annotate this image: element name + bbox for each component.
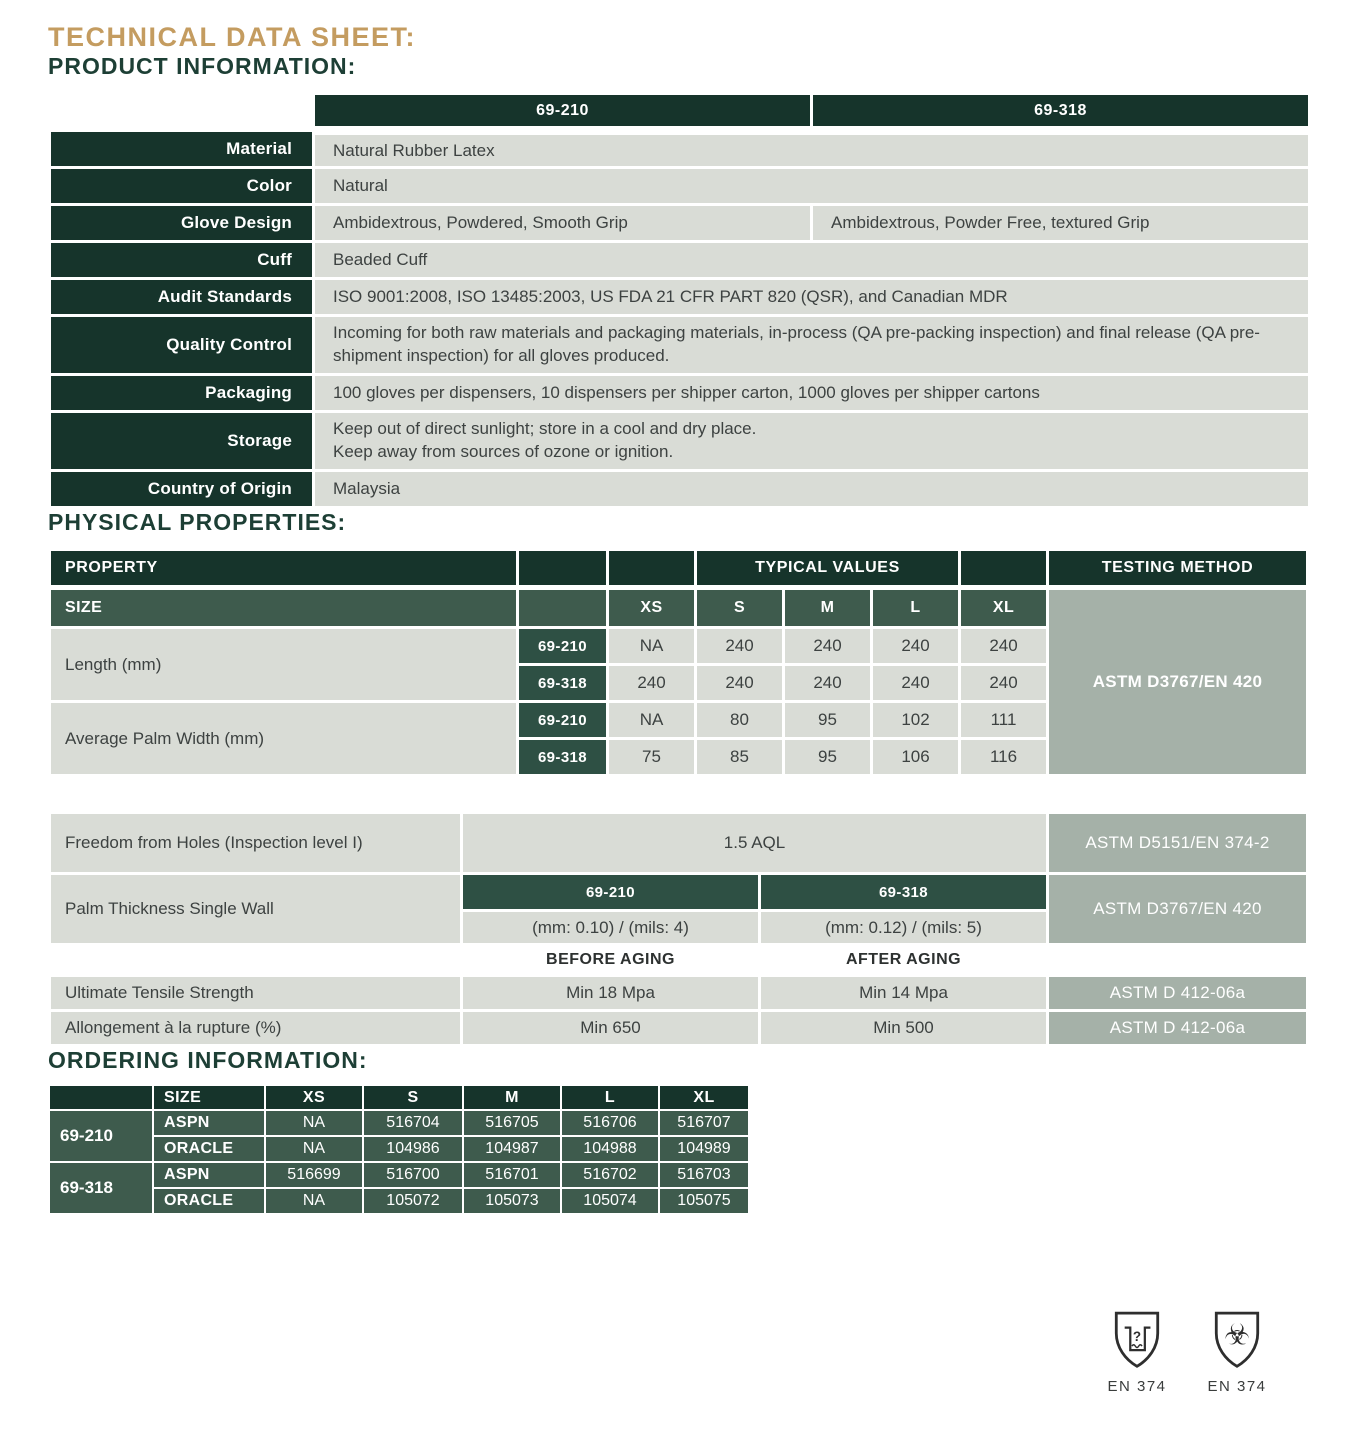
- length-318-m: 240: [784, 665, 872, 702]
- spacer-cell: [50, 945, 462, 976]
- table-row: [50, 375, 1310, 412]
- size-col-xl: XL: [960, 588, 1048, 628]
- ordering-group-69-318: 69-318: [49, 1162, 153, 1214]
- palm-thickness-value-69-210: (mm: 0.10) / (mils: 4): [462, 911, 760, 945]
- sku-cell: 516705: [463, 1110, 561, 1136]
- testing-method-astm-d412-2: ASTM D 412-06a: [1048, 1011, 1308, 1046]
- sku-cell: 516703: [659, 1162, 749, 1188]
- page-title: TECHNICAL DATA SHEET:: [48, 22, 416, 52]
- quality-control-label: Quality Control: [50, 316, 314, 375]
- country-of-origin-label: Country of Origin: [50, 471, 314, 508]
- palm-thickness-code-69-210: 69-210: [462, 874, 760, 911]
- palm-thickness-header-row: [50, 874, 1308, 911]
- sku-cell: NA: [265, 1136, 363, 1162]
- system-label-oracle: ORACLE: [153, 1188, 265, 1214]
- palm-210-xs: NA: [608, 702, 696, 739]
- cuff-value: Beaded Cuff: [314, 242, 1310, 279]
- length-210-xs: NA: [608, 628, 696, 665]
- size-col-l: L: [872, 588, 960, 628]
- ordering-col-l: L: [561, 1085, 659, 1110]
- storage-label: Storage: [50, 412, 314, 471]
- system-label-aspn: ASPN: [153, 1110, 265, 1136]
- ordering-69-318-oracle-row: [49, 1188, 749, 1214]
- testing-method-astm-d412-1: ASTM D 412-06a: [1048, 976, 1308, 1011]
- certification-chemical: [1108, 1308, 1166, 1395]
- ordering-header-row: [49, 1085, 749, 1110]
- tensile-before: Min 18 Mpa: [462, 976, 760, 1011]
- palm-thickness-property: Palm Thickness Single Wall: [50, 874, 462, 945]
- packaging-label: Packaging: [50, 375, 314, 412]
- certification-biohazard: [1208, 1308, 1266, 1395]
- length-property: Length (mm): [50, 628, 518, 702]
- spacer-cell: [960, 550, 1048, 588]
- length-210-m: 240: [784, 628, 872, 665]
- color-label: Color: [50, 168, 314, 205]
- color-value: Natural: [314, 168, 1310, 205]
- palm-210-s: 80: [696, 702, 784, 739]
- sku-cell: 105073: [463, 1188, 561, 1214]
- glove-design-value-69-210: Ambidextrous, Powdered, Smooth Grip: [314, 205, 812, 242]
- glove-design-value-69-318: Ambidextrous, Powder Free, textured Grip: [812, 205, 1310, 242]
- size-col-s: S: [696, 588, 784, 628]
- ordering-col-xs: XS: [265, 1085, 363, 1110]
- length-210-xl: 240: [960, 628, 1048, 665]
- material-label: Material: [50, 131, 314, 168]
- length-318-xl: 240: [960, 665, 1048, 702]
- sku-cell: 104989: [659, 1136, 749, 1162]
- system-label-oracle: ORACLE: [153, 1136, 265, 1162]
- table-row: [50, 205, 1310, 242]
- size-col-xs: XS: [608, 588, 696, 628]
- length-318-s: 240: [696, 665, 784, 702]
- storage-line-2: Keep away from sources of ozone or ignition.: [333, 442, 674, 461]
- length-210-l: 240: [872, 628, 960, 665]
- certification-icons: [1108, 1308, 1266, 1395]
- ordering-col-xl: XL: [659, 1085, 749, 1110]
- product-information-heading: PRODUCT INFORMATION:: [48, 53, 357, 79]
- physical-properties-heading: PHYSICAL PROPERTIES:: [48, 509, 347, 535]
- physical-properties-tests-table: [48, 811, 1309, 1047]
- storage-line-1: Keep out of direct sunlight; store in a cool and dry place.: [333, 419, 757, 439]
- length-code-69-318: 69-318: [518, 665, 608, 702]
- table-row: [50, 316, 1310, 375]
- sku-cell: 105074: [561, 1188, 659, 1214]
- property-header: PROPERTY: [50, 550, 518, 588]
- sku-cell: 516704: [363, 1110, 463, 1136]
- sku-cell: 104987: [463, 1136, 561, 1162]
- sku-cell: 105075: [659, 1188, 749, 1214]
- audit-standards-label: Audit Standards: [50, 279, 314, 316]
- sku-cell: 104988: [561, 1136, 659, 1162]
- spacer-cell: [608, 550, 696, 588]
- ordering-69-210-oracle-row: [49, 1136, 749, 1162]
- spacer-cell: [518, 588, 608, 628]
- country-of-origin-value: Malaysia: [314, 471, 1310, 508]
- sku-cell: 516700: [363, 1162, 463, 1188]
- palm-318-xs: 75: [608, 739, 696, 776]
- holes-value: 1.5 AQL: [462, 813, 1048, 874]
- ordering-information-heading: ORDERING INFORMATION:: [48, 1047, 368, 1073]
- tensile-after: Min 14 Mpa: [760, 976, 1048, 1011]
- table-row: [50, 471, 1310, 508]
- sku-cell: 516701: [463, 1162, 561, 1188]
- palm-thickness-value-69-318: (mm: 0.12) / (mils: 5): [760, 911, 1048, 945]
- sku-cell: NA: [265, 1110, 363, 1136]
- tensile-strength-row: [50, 976, 1308, 1011]
- ordering-size-header: SIZE: [153, 1085, 265, 1110]
- palm-318-xl: 116: [960, 739, 1048, 776]
- ordering-group-69-210: 69-210: [49, 1110, 153, 1162]
- biohazard-shield-icon: [1209, 1308, 1265, 1372]
- product-info-table: [48, 92, 1311, 509]
- length-318-l: 240: [872, 665, 960, 702]
- ordering-69-318-aspn-row: [49, 1162, 749, 1188]
- palm-210-m: 95: [784, 702, 872, 739]
- table-row: [50, 279, 1310, 316]
- ordering-col-m: M: [463, 1085, 561, 1110]
- elongation-after: Min 500: [760, 1011, 1048, 1046]
- holes-property: Freedom from Holes (Inspection level I): [50, 813, 462, 874]
- spacer-cell: [518, 550, 608, 588]
- svg-text:☣: ☣: [1223, 1317, 1251, 1352]
- physical-header-row: [50, 550, 1308, 588]
- spacer-cell: [49, 1085, 153, 1110]
- testing-method-header: TESTING METHOD: [1048, 550, 1308, 588]
- elongation-before: Min 650: [462, 1011, 760, 1046]
- before-aging-header: BEFORE AGING: [462, 945, 760, 976]
- ordering-69-210-aspn-row: [49, 1110, 749, 1136]
- certification-label: EN 374: [1207, 1378, 1267, 1395]
- palm-318-l: 106: [872, 739, 960, 776]
- aging-header-row: [50, 945, 1308, 976]
- product-column-header-row: [50, 94, 1310, 131]
- table-row: [50, 412, 1310, 471]
- product-column-69-318: 69-318: [812, 94, 1310, 131]
- svg-text:?: ?: [1132, 1329, 1142, 1345]
- typical-values-header: TYPICAL VALUES: [696, 550, 960, 588]
- length-210-s: 240: [696, 628, 784, 665]
- palm-318-m: 95: [784, 739, 872, 776]
- spacer-cell: [1048, 945, 1308, 976]
- size-col-m: M: [784, 588, 872, 628]
- ordering-table: [48, 1084, 750, 1215]
- sku-cell: 104986: [363, 1136, 463, 1162]
- palm-210-l: 102: [872, 702, 960, 739]
- quality-control-value: Incoming for both raw materials and packaging materials, in-process (QA pre-packing inspection) and final release (QA pre-shipment inspection) for all gloves produced.: [314, 316, 1310, 375]
- freedom-from-holes-row: [50, 813, 1308, 874]
- sku-cell: NA: [265, 1188, 363, 1214]
- table-row: [50, 168, 1310, 205]
- sku-cell: 516702: [561, 1162, 659, 1188]
- size-label: SIZE: [50, 588, 518, 628]
- spacer-cell: [50, 94, 314, 131]
- glove-design-label: Glove Design: [50, 205, 314, 242]
- palm-210-xl: 111: [960, 702, 1048, 739]
- sku-cell: 516699: [265, 1162, 363, 1188]
- ordering-col-s: S: [363, 1085, 463, 1110]
- chemical-test-shield-icon: [1109, 1308, 1165, 1372]
- testing-method-astm-d3767-2: ASTM D3767/EN 420: [1048, 874, 1308, 945]
- system-label-aspn: ASPN: [153, 1162, 265, 1188]
- packaging-value: 100 gloves per dispensers, 10 dispensers per shipper carton, 1000 gloves per shipper cartons: [314, 375, 1310, 412]
- length-318-xs: 240: [608, 665, 696, 702]
- after-aging-header: AFTER AGING: [760, 945, 1048, 976]
- palm-318-s: 85: [696, 739, 784, 776]
- cuff-label: Cuff: [50, 242, 314, 279]
- sku-cell: 516706: [561, 1110, 659, 1136]
- length-code-69-210: 69-210: [518, 628, 608, 665]
- palm-width-code-69-210: 69-210: [518, 702, 608, 739]
- material-value: Natural Rubber Latex: [314, 131, 1310, 168]
- testing-method-astm-d5151: ASTM D5151/EN 374-2: [1048, 813, 1308, 874]
- size-header-row: [50, 588, 1308, 628]
- palm-thickness-code-69-318: 69-318: [760, 874, 1048, 911]
- elongation-property: Allongement à la rupture (%): [50, 1011, 462, 1046]
- tensile-property: Ultimate Tensile Strength: [50, 976, 462, 1011]
- table-row: [50, 242, 1310, 279]
- sku-cell: 516707: [659, 1110, 749, 1136]
- testing-method-astm-d3767: ASTM D3767/EN 420: [1048, 588, 1308, 776]
- sku-cell: 105072: [363, 1188, 463, 1214]
- product-column-69-210: 69-210: [314, 94, 812, 131]
- table-row: [50, 131, 1310, 168]
- physical-properties-size-table: [48, 548, 1309, 777]
- elongation-row: [50, 1011, 1308, 1046]
- audit-standards-value: ISO 9001:2008, ISO 13485:2003, US FDA 21 CFR PART 820 (QSR), and Canadian MDR: [314, 279, 1310, 316]
- palm-width-property: Average Palm Width (mm): [50, 702, 518, 776]
- certification-label: EN 374: [1107, 1378, 1167, 1395]
- palm-width-code-69-318: 69-318: [518, 739, 608, 776]
- storage-value: [314, 412, 1310, 471]
